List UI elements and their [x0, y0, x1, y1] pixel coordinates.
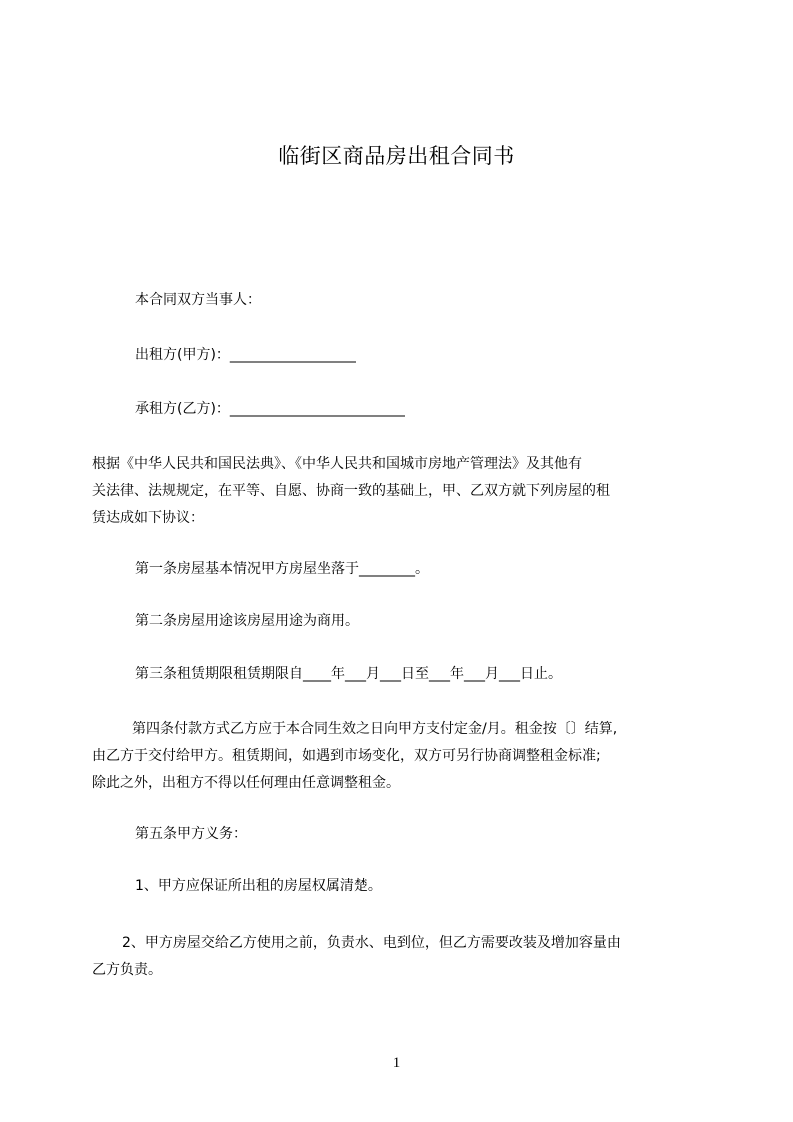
preamble-line: 根据《中华人民共和国民法典》、《中华人民共和国城市房地产管理法》及其他有 — [92, 456, 582, 472]
article-1: 第一条房屋基本情况甲方房屋坐落于________。 — [135, 561, 429, 577]
lessee-line: 承租方(乙方)：_________________________ — [135, 401, 405, 417]
article-4-line: 由乙方于交付给甲方。租赁期间，如遇到市场变化，双方可另行协商调整租金标准; — [92, 748, 601, 764]
article-5: 第五条甲方义务： — [135, 826, 247, 842]
parties-intro: 本合同双方当事人： — [135, 292, 261, 308]
preamble-line: 赁达成如下协议： — [92, 510, 204, 526]
article-4-paragraph — [92, 716, 712, 797]
article-5-item-1: 1、甲方应保证所出租的房屋权属清楚。 — [135, 878, 382, 894]
item-2-line: 乙方负责。 — [92, 962, 162, 978]
article-4-line: 第四条付款方式乙方应于本合同生效之日向甲方支付定金/月。租金按〔〕结算, — [132, 721, 618, 737]
page-number: 1 — [392, 1055, 401, 1071]
preamble-paragraph — [92, 451, 712, 532]
preamble-line: 关法律、法规规定，在平等、自愿、协商一致的基础上，甲、乙双方就下列房屋的租 — [92, 483, 610, 499]
item-2-line: 2、甲方房屋交给乙方使用之前，负责水、电到位，但乙方需要改装及增加容量由 — [122, 935, 621, 951]
document-title: 临街区商品房出租合同书 — [278, 144, 515, 168]
article-4-line: 除此之外，出租方不得以任何理由任意调整租金。 — [92, 775, 400, 791]
article-2: 第二条房屋用途该房屋用途为商用。 — [135, 613, 359, 629]
article-3: 第三条租赁期限租赁期限自____年___月___日至___年___月___日止。 — [135, 666, 562, 682]
article-5-item-2 — [92, 930, 712, 984]
lessor-line: 出租方(甲方)：__________________ — [135, 347, 356, 363]
